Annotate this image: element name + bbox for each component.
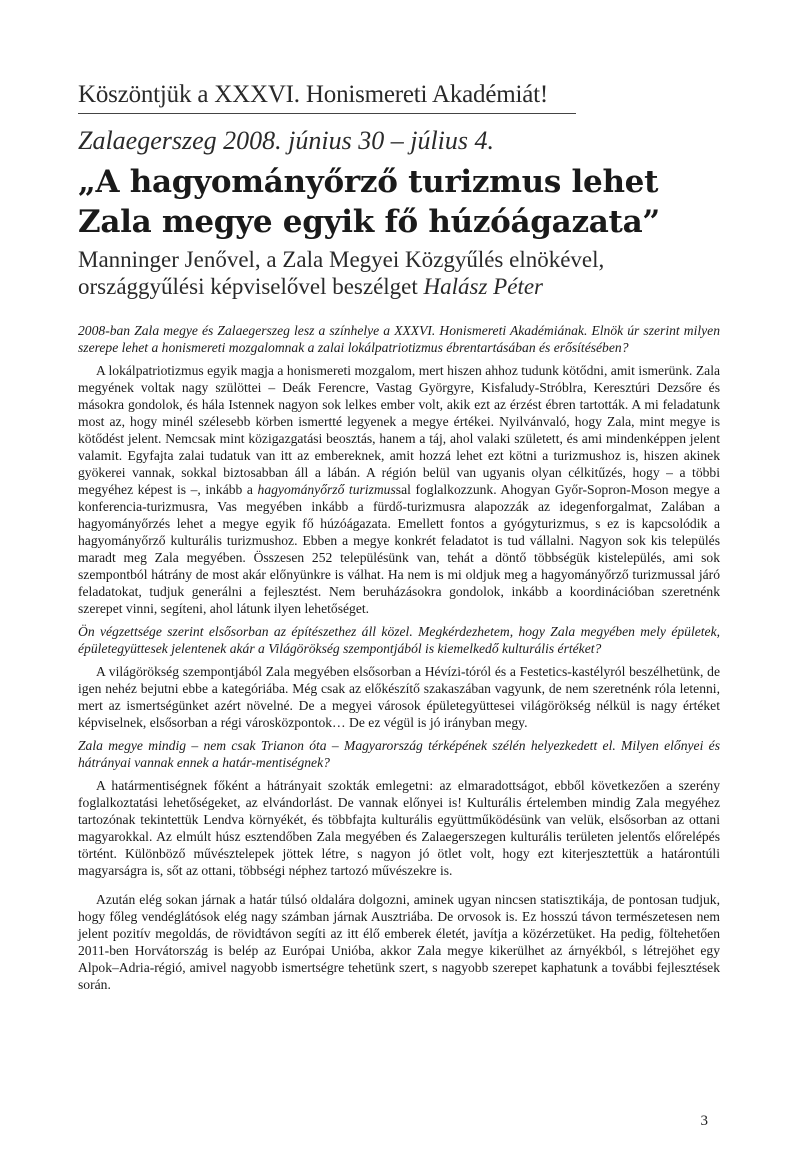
lede-line-2: [78, 273, 720, 300]
event-greeting-header: Köszöntjük a XXXVI. Honismereti Akadémiát!: [78, 80, 576, 114]
article-page: [78, 80, 720, 999]
event-location-date: Zalaegerszeg 2008. június 30 – július 4.: [78, 126, 495, 155]
answer-4: Azután elég sokan járnak a határ túlsó oldalára dolgozni, aminek ugyan nincsen statisztikája, de pontosan tudjuk, hogy főleg vendéglátósok elég nagy számban járnak Ausztriába. De orvosok is. Ez hosszú távon természetesen nem jelent pozitív megoldás, de rövidtávon segíti az itt élő emberek életét, javítja a közérzetüket. Ha pedig, föltehetően 2011-ben Horvátország is belép az Európai Unióba, akkor Zala megye kikerülhet az árnyékból, s létrejöhet egy Alpok–Adria-régió, amivel nagyobb ismertségre tehetünk szert, s nagyobb szerepet kaphatunk a további fejlesztések során.: [78, 892, 720, 992]
lede-line-2-text: országgyűlési képviselővel beszélget: [78, 274, 418, 299]
lede-line-1: Manninger Jenővel, a Zala Megyei Közgyűlés elnökével,: [78, 247, 605, 272]
answer-1-part-1: A lokálpatriotizmus egyik magja a honismereti mozgalom, mert hiszen ahhoz tudunk kötődni, amit ismerünk. Zala megyének voltak nagy szülöttei – Deák Ferencre, Vastag Györgyre, Kisfaludy-Stróblra, Keresztúri Dezsőre és másokra gondolok, és hála Istennek nagyon sok lelkes ember volt, akik ezt az érzést ébren tartották. A mi feladatunk most az, hogy minél szélesebb körben ismertté legyenek a megye értékei. Nyilvánvaló, hogy Zala, mint megye is kötődést jelent. Nemcsak mint közigazgatási beosztás, hanem a táj, ahol valaki született, és ami mindenképpen jelent valamit. Egyfajta zalai tudatuk van itt az embereknek, amit hozzá lehet ezt kötni a turizmushoz is, hiszen akinek gyökerei vannak, sokkal biztosabban áll a lábán. A régión belül van ugyanis olyan célkitűzés, hogy – a többi megyéhez képest is –, inkább a: [78, 363, 720, 497]
answer-3: A határmentiségnek főként a hátrányait szokták emlegetni: az elmaradottságot, ebből következően a szerény foglalkoztatási lehetőségeket, az elvándorlást. De vannak előnyei is! Kulturális értelemben mindig Zala megyéhez tartozónak tekintettük Lendva környékét, és többfajta kulturális együttműködésünk van velük, elsősorban az ottani magyarokkal. Az elmúlt húsz esztendőben Zala megyében és Zalaegerszegen kulturális területen jelentős előrelépés történt. Különböző művésztelepek jöttek létre, s nagyon jó ötlet volt, hogy ezt kiterjesztettük a határontúli magyarságra is, sőt az ottani, többségi néphez tartozó művészekre is.: [78, 778, 720, 878]
headline-line-2: Zala megye egyik fő húzóágazata”: [78, 204, 660, 240]
interviewer-name: Halász Péter: [423, 274, 543, 299]
headline-line-1: „A hagyományőrző turizmus lehet: [78, 164, 659, 200]
answer-2: A világörökség szempontjából Zala megyében elsősorban a Hévízi-tóról és a Festetics-kastélyról beszélhetünk, de igen nehéz bejutni ebbe a kategóriába. Még csak az előkészítő szakaszában vagyunk, de nem szeretnénk róla letenni, mert az ismertségünket azért növelné. De a megyei városok épületegyüttesei világörökség nélkül is nagy értéket képviselnek, elsősorban a régi városközpontok… De ez végül is jó irányban megy.: [78, 664, 720, 730]
answer-1: [78, 362, 720, 617]
page-number: 3: [700, 1113, 708, 1129]
answer-1-part-2: sal foglalkozzunk. Ahogyan Győr-Sopron-Moson megye a konferencia-turizmusra, Vas megyében inkább a fürdő-turizmusra alapozzák az idegenforgalmat, Zalában a hagyományőrzés lehet a megye egyik fő húzóágazata. Emellett fontos a gyógyturizmus, s ez is kapcsolódik a hagyományőrző kulturális turizmushoz. Ebben a megye konkrét feladatot is tud vállalni. Nagyon sok kis település maradt meg Zala megyében. Összesen 252 településünk van, tehát a döntő többségük kistelepülés, ami sok szempontból hátrány de most akár előnyünkre is válhat. Ha nem is mi oldjuk meg a hagyományőrző turizmussal járó feladatokat, tudjuk generálni a fejlesztést. Nem beruházásokra gondolok, inkább a koordinációban szeretnénk szerepet vinni, segíteni, ahol látunk ilyen lehetőséget.: [78, 482, 720, 616]
question-2: Ön végzettsége szerint elsősorban az építészethez áll közel. Megkérdezhetem, hogy Zala megyében mely épületek, épületegyüttesek jelentenek akár a Világörökség szempontjából is kiemelkedő kulturális értéket?: [78, 624, 720, 656]
question-1: 2008-ban Zala megye és Zalaegerszeg lesz a színhelye a XXXVI. Honismereti Akadémiának. Elnök úr szerint milyen szerepe lehet a honismereti mozgalomnak a zalai lokálpatriotizmus ébrentartásában és erősítésében?: [78, 323, 720, 355]
article-lede: [78, 246, 720, 300]
article-body: [78, 322, 720, 993]
article-headline: [78, 162, 720, 242]
answer-1-italic-term: hagyományőrző turizmus: [257, 482, 396, 497]
question-3: Zala megye mindig – nem csak Trianon óta – Magyarország térképének szélén helyezkedett el. Milyen előnyei és hátrányai vannak ennek a határ-mentiségnek?: [78, 738, 720, 770]
